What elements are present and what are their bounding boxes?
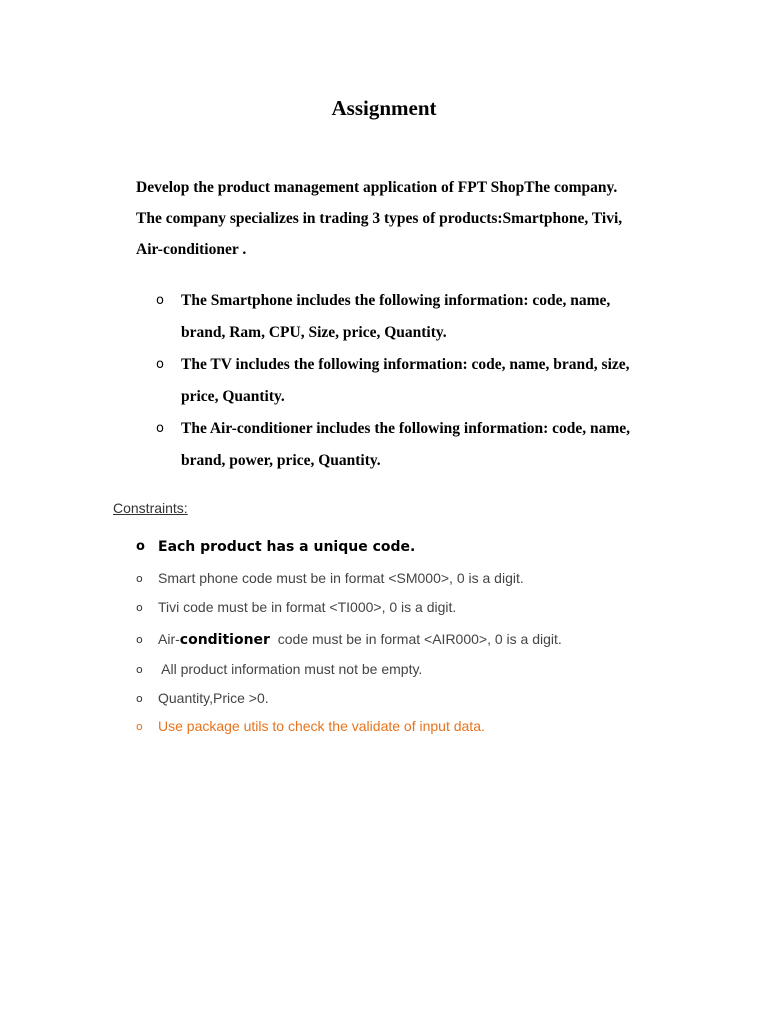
requirement-line: price, Quantity. [181, 388, 285, 405]
intro-paragraph [136, 172, 696, 265]
constraint-text: All product information must not be empty. [158, 661, 423, 677]
constraint-text-prefix: Air- [158, 631, 180, 647]
constraint-tivi-code [136, 597, 456, 618]
requirement-line: The Air-conditioner includes the following information: code, name, [181, 420, 631, 437]
bullet-marker: o [156, 293, 164, 308]
bullet-marker: o [136, 601, 143, 615]
constraint-text-suffix: code must be in format <AIR000>, 0 is a digit. [269, 631, 562, 647]
intro-line: Develop the product management application of FPT ShopThe company. [136, 179, 618, 196]
constraint-text: Tivi code must be in format <TI000>, 0 is a digit. [158, 599, 457, 615]
requirement-air-conditioner [156, 413, 716, 477]
requirement-line: The Smartphone includes the following information: code, name, [181, 292, 611, 309]
requirement-tv [156, 349, 716, 413]
constraint-text: Quantity,Price >0. [158, 690, 269, 706]
constraint-quantity-price [136, 688, 269, 709]
intro-line: The company specializes in trading 3 types of products:Smartphone, Tivi, [136, 210, 623, 227]
bullet-marker: o [136, 633, 143, 647]
requirement-line: brand, Ram, CPU, Size, price, Quantity. [181, 324, 447, 341]
constraint-text-strong: conditioner [179, 632, 270, 648]
product-requirements-list [156, 285, 716, 477]
bullet-marker: o [136, 572, 143, 586]
requirement-line: brand, power, price, Quantity. [181, 452, 381, 469]
bullet-marker: o [156, 357, 164, 372]
bullet-marker: o [136, 720, 143, 734]
constraint-text: Smart phone code must be in format <SM000>, 0 is a digit. [158, 570, 524, 586]
intro-line: Air-conditioner . [136, 241, 247, 258]
bullet-marker: o [136, 663, 143, 677]
requirement-smartphone [156, 285, 716, 349]
document-title: Assignment [331, 96, 437, 120]
bullet-marker: o [136, 539, 145, 554]
bullet-marker: o [136, 692, 143, 706]
bullet-marker: o [156, 421, 164, 436]
constraint-smartphone-code [136, 568, 524, 589]
constraint-air-conditioner-code [136, 629, 562, 650]
constraint-unique-code [136, 537, 415, 557]
constraint-text: Use package utils to check the validate of input data. [158, 718, 485, 734]
constraint-not-empty [136, 659, 422, 680]
requirement-line: The TV includes the following information: code, name, brand, size, [181, 356, 630, 373]
constraint-text: Each product has a unique code. [158, 539, 416, 555]
constraint-utils-package [136, 716, 485, 737]
constraints-heading: Constraints: [113, 500, 188, 516]
